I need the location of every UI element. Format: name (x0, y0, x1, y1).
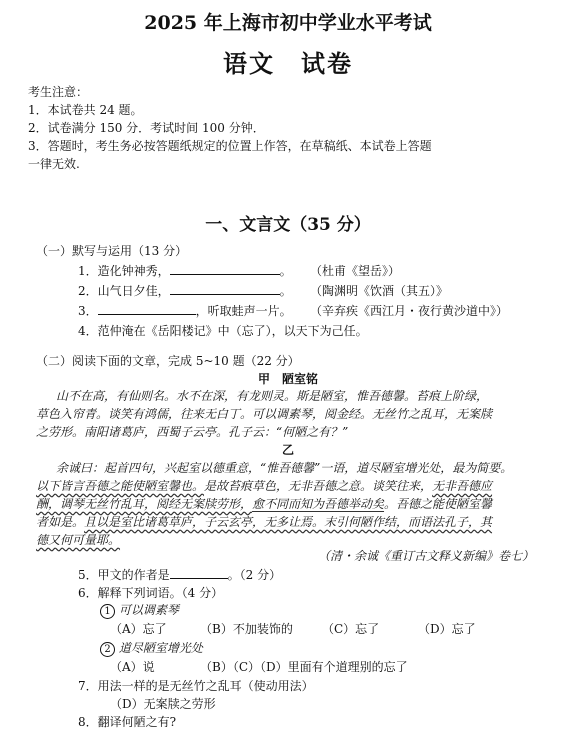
option[interactable]: （A）说 (110, 660, 155, 674)
q3-num: 3． (78, 304, 98, 318)
yi-title: 乙 (281, 443, 294, 457)
question-1 (78, 262, 292, 279)
notice-item: 2．试卷满分 150 分．考试时间 100 分钟． (28, 121, 265, 135)
yi-underlined: 且以是室比诸葛草庐，子云玄亭，无多让焉。末引何陋作结，而语法孔子，其 (84, 515, 493, 529)
question-5 (78, 566, 281, 583)
question-8: 8．翻译何陋之有? (78, 715, 177, 729)
yi-underlined: 以下皆言吾德之能使陋室馨也。 (36, 479, 205, 493)
q3-source: （辛弃疾《西江月・夜行黄沙道中》） (310, 304, 509, 318)
circled-number: 1 (100, 604, 115, 619)
yi-text: 者如是。 (36, 515, 85, 529)
option[interactable]: （C）忘了 (322, 622, 380, 636)
exam-subtitle: 语文 试卷 (223, 49, 353, 78)
q1-text: 1．造化钟神秀， (78, 264, 170, 278)
q6-word: 可以调素琴 (118, 603, 179, 617)
q2-source: （陶渊明《饮酒（其五）》 (310, 284, 449, 298)
option[interactable]: （B）不加装饰的 (200, 622, 293, 636)
question-6: 6．解释下列词语。（4 分） (78, 586, 224, 600)
q2-punct: 。 (279, 284, 292, 298)
jia-title: 甲 陋室铭 (257, 372, 318, 386)
q6-word: 道尽陋室增光处 (118, 641, 203, 655)
yi-line (36, 494, 492, 514)
q5-score: 。（2 分） (227, 568, 282, 582)
yi-source: （清・余诚《重订古文释义新编》卷七） (318, 549, 535, 563)
notice-item: 3．答题时，考生务必按答题纸规定的位置上作答，在草稿纸、本试卷上答题 (28, 139, 432, 153)
yi-line: 余诚曰：起首四句，兴起室以德重意，“惟吾德馨”一语，道尽陋室增光处，最为简要。 (56, 461, 513, 475)
q3-text: ，听取蛙声一片。 (195, 304, 292, 318)
notice-heading: 考生注意： (28, 85, 89, 99)
question-3 (78, 302, 292, 319)
yi-text: 是故苔痕草色，无非吾德之意。谈笑往来， (204, 479, 433, 493)
notice-item: 一律无效. (28, 157, 80, 171)
yi-line (36, 476, 492, 496)
q1-source: （杜甫《望岳》） (310, 264, 401, 278)
section-title: 一、文言文（35 分） (205, 215, 371, 235)
answer-blank[interactable] (170, 282, 280, 295)
notice-item: 1．本试卷共 24 题。 (28, 103, 143, 117)
q2-text: 2．山气日夕佳， (78, 284, 170, 298)
answer-blank[interactable] (170, 566, 228, 579)
q6-item-2 (100, 638, 203, 658)
answer-blank[interactable] (98, 302, 196, 315)
yi-underlined: 酬，调琴无丝竹乱耳，阅经无案牍劳形， (36, 497, 253, 511)
option[interactable]: （B）（C）（D）里面有个道理别的忘了 (200, 660, 408, 674)
jia-line: 山不在高，有仙则名。水不在深，有龙则灵。斯是陋室，惟吾德馨。苔痕上阶绿， (56, 389, 489, 403)
question-4: 4．范仲淹在《岳阳楼记》中（忘了），以天下为己任。 (78, 324, 368, 338)
option[interactable]: （D）忘了 (418, 622, 476, 636)
jia-line: 草色入帘青。谈笑有鸿儒，往来无白丁。可以调素琴，阅金经。无丝竹之乱耳，无案牍 (36, 407, 493, 421)
q5-text: 5．甲文的作者是 (78, 568, 170, 582)
q6-item-1 (100, 600, 179, 620)
q1-punct: 。 (279, 264, 292, 278)
part1-heading: （一）默写与运用（13 分） (36, 244, 188, 258)
part2-heading: （二）阅读下面的文章，完成 5~10 题（22 分） (36, 354, 300, 368)
answer-blank[interactable] (170, 262, 280, 275)
yi-underlined: 德又何可量耶。 (36, 533, 121, 547)
option[interactable]: （A）忘了 (110, 622, 167, 636)
yi-underlined: 无非吾德应 (432, 479, 493, 493)
jia-line: 之劳形。南阳诸葛庐，西蜀子云亭。孔子云：“何陋之有？” (36, 425, 349, 439)
yi-line (36, 512, 492, 532)
circled-number: 2 (100, 642, 115, 657)
yi-line (36, 530, 120, 550)
question-2 (78, 282, 292, 299)
yi-text: 。吾德之能使陋室馨 (384, 497, 493, 511)
exam-title: 2025 年上海市初中学业水平考试 (144, 12, 432, 34)
q7-option[interactable]: （D）无案牍之劳形 (110, 697, 216, 711)
question-7: 7．用法一样的是无丝竹之乱耳（使动用法） (78, 679, 314, 693)
yi-underlined: 愈不同而知为吾德举动矣 (252, 497, 385, 511)
